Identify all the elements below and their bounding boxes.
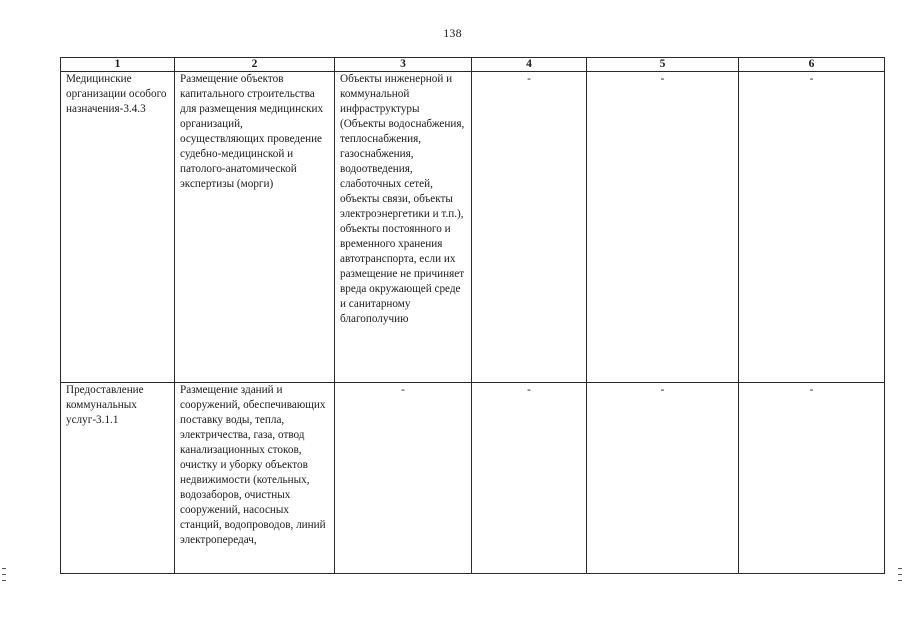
cell-description [175, 72, 335, 383]
cell-text: - [527, 73, 531, 85]
cell-col4 [472, 72, 587, 383]
table-header-row [61, 58, 885, 72]
cell-land-use-type [61, 383, 175, 574]
page-number: 138 [443, 26, 462, 40]
cell-text: Размещение объектов капитального строительства для размещения медицинских организаций, осуществляющих проведение судебно-медицинской и патолого-анатомической экспертизы (морги) [180, 73, 324, 190]
cell-description [175, 383, 335, 574]
column-header-5: 5 [587, 58, 739, 72]
right-margin-mark [898, 580, 902, 581]
cell-col6 [739, 383, 885, 574]
column-header-4: 4 [472, 58, 587, 72]
cell-text: - [660, 73, 665, 85]
column-header-1: 1 [61, 58, 175, 72]
right-margin-mark [898, 574, 902, 575]
cell-text: - [401, 384, 405, 396]
cell-text: Предоставление коммунальных услуг-3.1.1 [66, 384, 144, 426]
zoning-table [60, 57, 885, 574]
cell-text: - [809, 384, 814, 396]
cell-col5 [587, 383, 739, 574]
column-header-6: 6 [739, 58, 885, 72]
cell-col6 [739, 72, 885, 383]
cell-text: - [527, 384, 531, 396]
cell-col4 [472, 383, 587, 574]
cell-text: - [809, 73, 814, 85]
left-margin-mark [2, 574, 6, 575]
cell-text: Объекты инженерной и коммунальной инфраструктуры (Объекты водоснабжения, теплоснабжения, газоснабжения, водоотведения, слаботочных сетей, объекты связи, объекты электроэнергетики и т.п.), объекты постоянного и временного хранения автотранспорта, если их размещение не причиняет вреда окружающей среде и санитарному благополучию [340, 73, 465, 325]
left-margin-mark [2, 580, 6, 581]
table-row [61, 383, 885, 574]
right-margin-mark [898, 568, 902, 569]
cell-auxiliary-uses [335, 383, 472, 574]
cell-text: Размещение зданий и сооружений, обеспечивающих поставку воды, тепла, электричества, газа, отвод канализационных стоков, очистку и уборку объектов недвижимости (котельных, водозаборов, очистных сооружений, насосных станций, водопроводов, линий электропередач, [180, 384, 326, 546]
cell-land-use-type [61, 72, 175, 383]
cell-auxiliary-uses [335, 72, 472, 383]
cell-text: Медицинские организации особого назначения-3.4.3 [66, 73, 167, 115]
cell-text: - [660, 384, 665, 396]
cell-col5 [587, 72, 739, 383]
left-margin-mark [2, 568, 6, 569]
table-row [61, 72, 885, 383]
column-header-2: 2 [175, 58, 335, 72]
column-header-3: 3 [335, 58, 472, 72]
